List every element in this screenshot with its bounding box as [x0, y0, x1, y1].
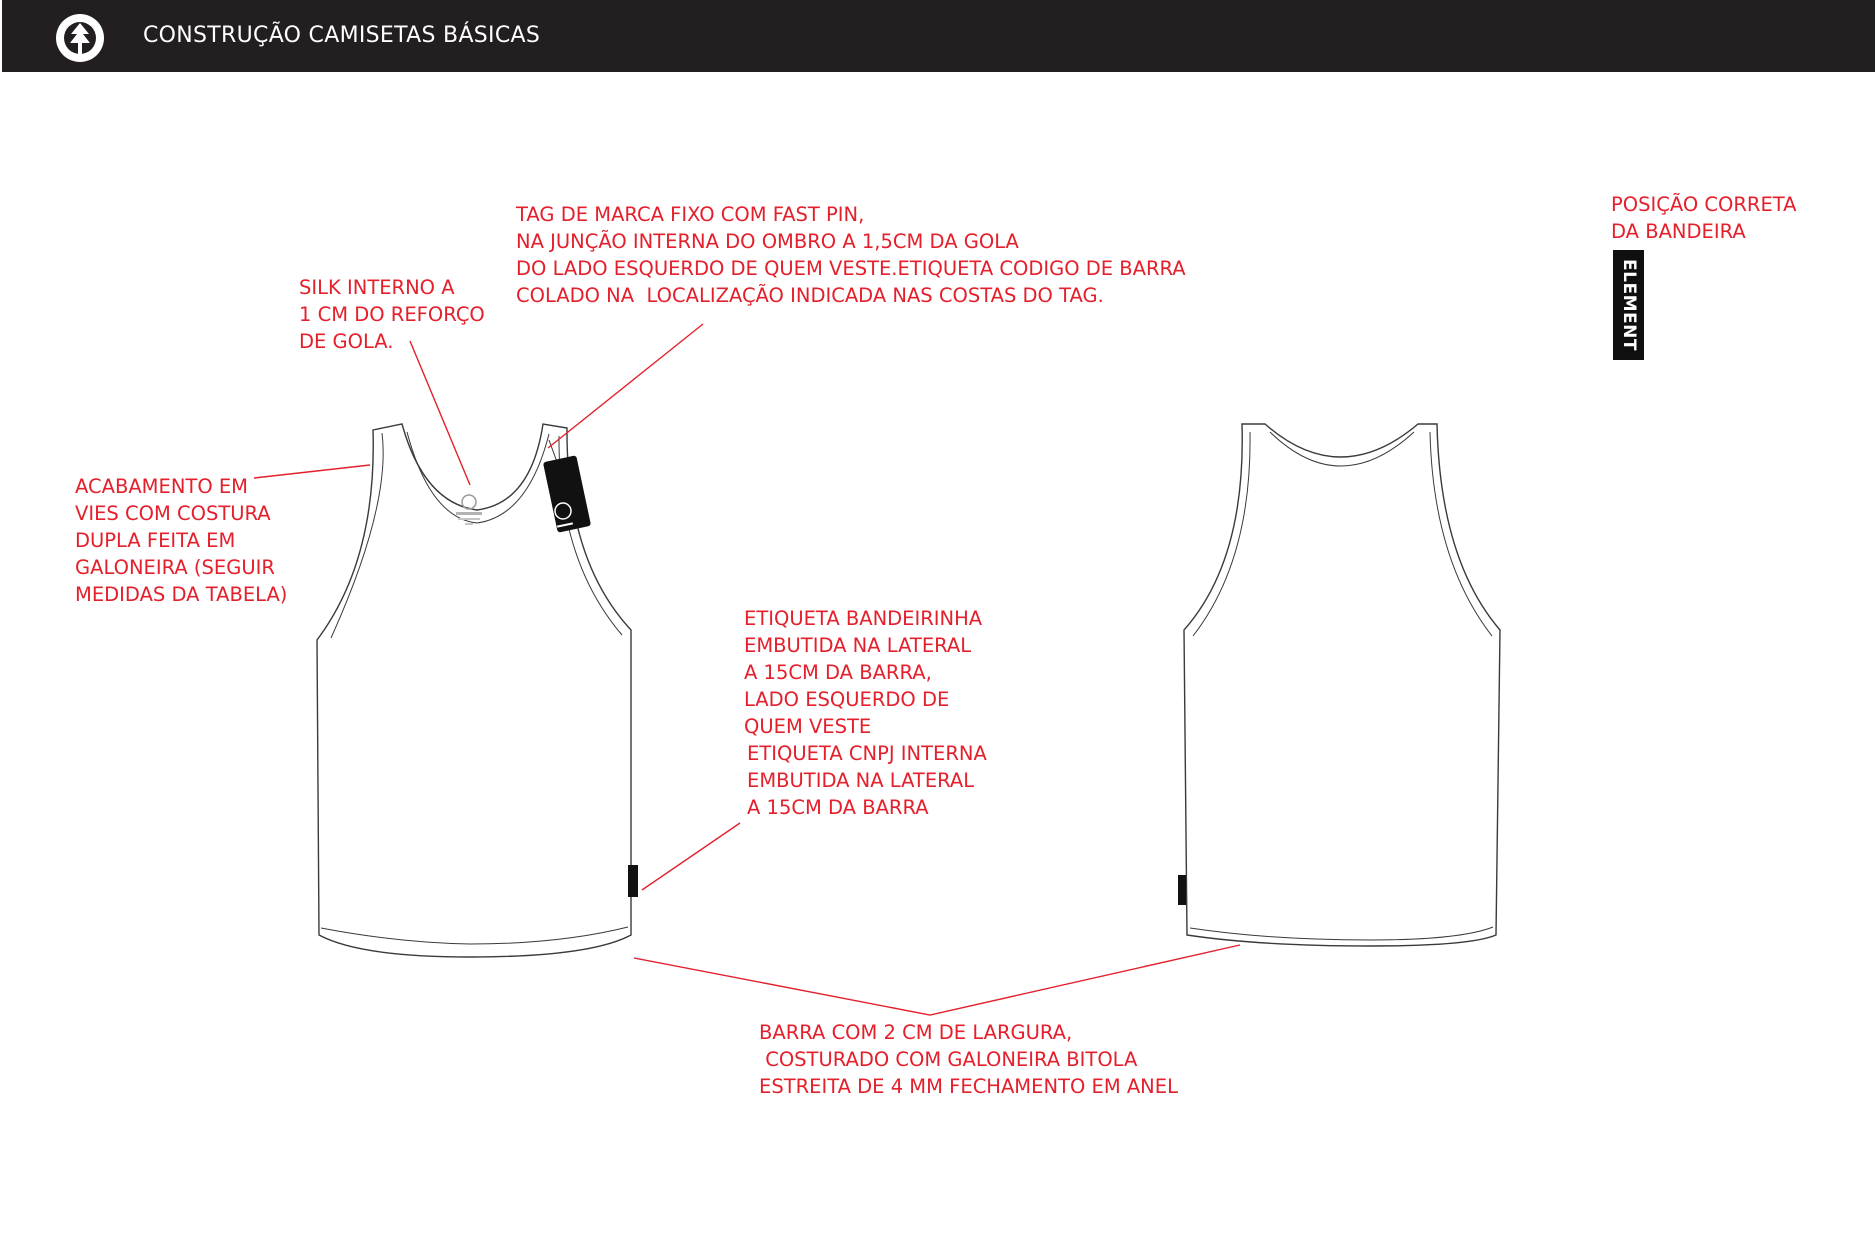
posicao-note: POSIÇÃO CORRETA DA BANDEIRA — [1611, 193, 1797, 243]
acabamento-note: ACABAMENTO EM VIES COM COSTURA DUPLA FEITA EM GALONEIRA (SEGUIR MEDIDAS DA TABELA) — [75, 475, 288, 606]
flag-label-text: ELEMENT — [1618, 259, 1639, 351]
silk-leader-line — [410, 341, 470, 485]
tank-top-back-icon — [1184, 424, 1500, 946]
cnpj-note: ETIQUETA CNPJ INTERNA EMBUTIDA NA LATERAL A 15CM DA BARRA — [747, 742, 987, 819]
tag-leader-line — [548, 324, 703, 448]
flag-label-sample — [1613, 250, 1644, 360]
barra-leader-line — [634, 945, 1240, 1015]
tag-note: TAG DE MARCA FIXO COM FAST PIN, NA JUNÇÃO INTERNA DO OMBRO A 1,5CM DA GOLA DO LADO ESQUERDO DE QUEM VESTE.ETIQUETA CODIGO DE BARRA COLADO NA LOCALIZAÇÃO INDICADA NAS COSTAS DO TAG. — [516, 203, 1186, 307]
cnpj-leader-line — [642, 823, 740, 890]
silk-note: SILK INTERNO A 1 CM DO REFORÇO DE GOLA. — [299, 276, 485, 353]
bandeirinha-note: ETIQUETA BANDEIRINHA EMBUTIDA NA LATERAL A 15CM DA BARRA, LADO ESQUERDO DE QUEM VESTE — [744, 607, 983, 738]
barra-note: BARRA COM 2 CM DE LARGURA, COSTURADO COM GALONEIRA BITOLA ESTREITA DE 4 MM FECHAMENTO EM ANEL — [759, 1021, 1178, 1098]
side-flag-label-icon — [628, 865, 638, 897]
page-title: CONSTRUÇÃO CAMISETAS BÁSICAS — [143, 23, 541, 48]
side-flag-label-icon — [1178, 875, 1186, 905]
